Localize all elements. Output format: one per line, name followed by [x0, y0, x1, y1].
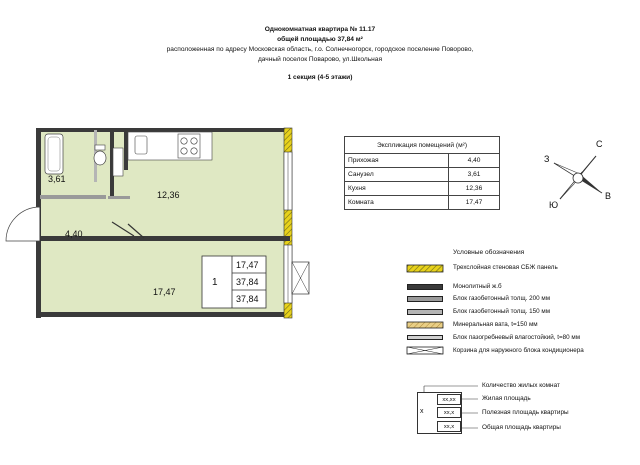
key-label: Общая площадь квартиры	[482, 424, 561, 431]
summary-total-area: 37,84	[236, 294, 259, 304]
legend-item: Трехслойная стеновая СБЖ панель	[453, 264, 558, 271]
legend-item: Блок пазогребневый влагостойкий, t=80 мм	[407, 335, 637, 342]
compass-east: В	[605, 191, 612, 201]
summary-living-area: 17,47	[236, 260, 259, 270]
sink-icon	[135, 136, 147, 154]
legend-item: Блок газобетонный толщ. 150 мм	[407, 309, 637, 316]
table-row: Кухня 12,36	[345, 182, 500, 196]
room-area-kitchen: 12,36	[157, 190, 180, 200]
address-line-2: дачный поселок Поварово, ул.Школьная	[257, 56, 383, 63]
room-area-living: 17,47	[153, 287, 176, 297]
compass-south: Ю	[549, 200, 559, 210]
plan-title: Однокомнатная квартира № 11.17	[264, 26, 376, 33]
room-area-bathroom: 3,61	[48, 174, 66, 184]
legend-title: Условные обозначения	[453, 249, 525, 256]
toilet-icon	[94, 151, 106, 165]
legend-item: Монолитный ж.б	[407, 284, 637, 291]
key-rooms-symbol: x	[420, 408, 424, 415]
key-cell: xx,x	[437, 407, 461, 418]
key-label: Жилая площадь	[482, 395, 531, 402]
address-line-1: расположенная по адресу Московская область, г.о. Солнечногорск, городское поселение Поворово,	[166, 46, 474, 53]
section-label: 1 секция (4-5 этажи)	[287, 74, 353, 81]
explication-table	[344, 136, 500, 210]
kitchen-fixtures	[128, 132, 212, 160]
summary-useful-area: 37,84	[236, 277, 259, 287]
legend-item: Корзина для наружного блока кондиционера	[453, 347, 584, 354]
legend-item: Блок газобетонный толщ. 200 мм	[407, 296, 637, 303]
summary-rooms-count: 1	[212, 277, 218, 288]
explication-title: Экспликация помещений (м²)	[345, 137, 500, 154]
key-label: Количество жилых комнат	[482, 382, 560, 389]
compass-icon	[554, 156, 602, 199]
washing-machine-icon	[113, 148, 123, 176]
room-area-hallway: 4,40	[65, 229, 83, 239]
plan-area-line: общей площадью 37,84 м²	[277, 36, 363, 43]
table-row: Санузел 3,61	[345, 168, 500, 182]
compass-north: С	[596, 139, 603, 149]
table-row: Прихожая 4,40	[345, 154, 500, 168]
legend-item: Минеральная вата, t=150 мм	[453, 321, 538, 328]
entrance-door-icon	[6, 207, 40, 241]
table-row: Комната 17,47	[345, 196, 500, 210]
ac-basket	[292, 262, 309, 294]
compass-west: З	[544, 154, 550, 164]
key-label: Полезная площадь квартиры	[482, 409, 569, 416]
key-cell: xx,xx	[437, 394, 461, 405]
key-cell: xx,x	[437, 421, 461, 432]
stove-icon	[178, 134, 200, 158]
bathtub-icon	[45, 134, 63, 174]
